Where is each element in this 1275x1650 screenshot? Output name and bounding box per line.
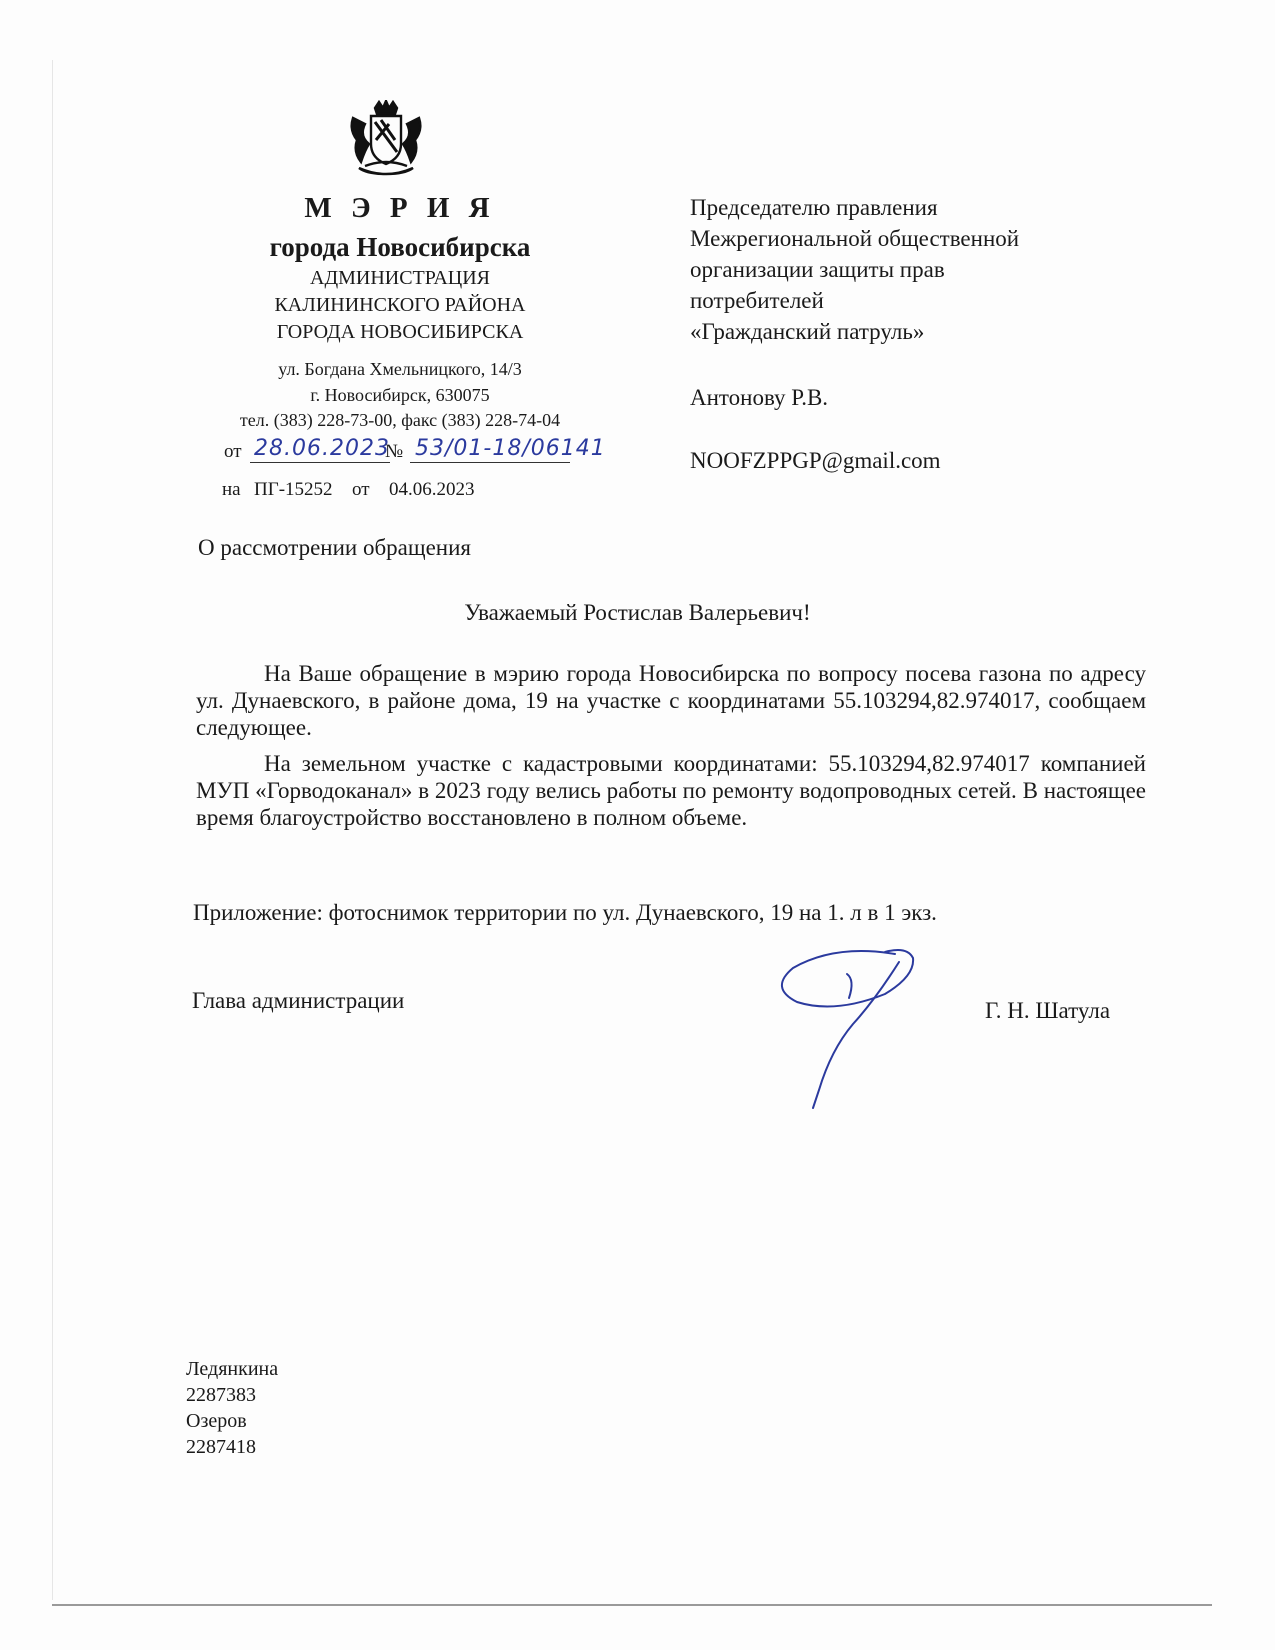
address-line: ул. Богдана Хмельницкого, 14/3 — [278, 359, 522, 379]
reg-date-underline — [250, 462, 390, 463]
reply-label: на — [222, 479, 241, 500]
recipient-line: «Гражданский патруль» — [690, 319, 925, 344]
attachment-note: Приложение: фотоснимок территории по ул. Дунаевского, 19 на 1. л в 1 экз. — [193, 900, 937, 925]
administration-line: КАЛИНИНСКОГО РАЙОНА — [274, 294, 526, 316]
city-title: города Новосибирска — [269, 232, 531, 262]
letter-subject: О рассмотрении обращения — [198, 535, 471, 560]
executor-name: Ледянкина — [186, 1358, 279, 1380]
reply-from-label: от — [352, 479, 370, 500]
recipient-line: Председателю правления — [690, 195, 938, 220]
recipient-name: Антонову Р.В. — [690, 385, 829, 410]
reg-number-label: № — [385, 441, 404, 462]
administration-line: ГОРОДА НОВОСИБИРСКА — [276, 321, 524, 343]
recipient-line: потребителей — [690, 288, 824, 313]
phone-fax-line: тел. (383) 228-73-00, факс (383) 228-74-04 — [239, 410, 561, 430]
signatory-name: Г. Н. Шатула — [985, 998, 1111, 1023]
reply-number: ПГ-15252 — [254, 479, 333, 500]
recipient-email: NOOFZPPGP@gmail.com — [690, 448, 941, 473]
coat-of-arms-icon — [345, 100, 427, 182]
greeting: Уважаемый Ростислав Валерьевич! — [464, 600, 811, 625]
reg-date: 28.06.2023 — [254, 436, 390, 461]
recipient-block — [690, 192, 1019, 347]
reg-number: 53/01-18/06141 — [415, 436, 606, 461]
reply-date: 04.06.2023 — [389, 479, 475, 500]
scan-edge — [52, 60, 53, 1600]
address-line: г. Новосибирск, 630075 — [310, 385, 490, 405]
handwritten-signature — [775, 940, 945, 1110]
scan-edge-bottom — [52, 1604, 1212, 1606]
executor-phone: 2287418 — [186, 1436, 256, 1458]
recipient-line: Межрегиональной общественной — [690, 226, 1020, 251]
reg-from-label: от — [224, 441, 242, 462]
mayor-office-title: М Э Р И Я — [304, 192, 496, 224]
body-paragraph: На земельном участке с кадастровыми координатами: 55.103294,82.974017 компанией МУП «Горводоканал» в 2023 году велись работы по ремонту водопроводных сетей. В настоящее время благоустройство восстановлено в полном объеме. — [196, 751, 1146, 830]
reg-number-underline — [410, 462, 570, 463]
body-paragraph: На Ваше обращение в мэрию города Новосибирска по вопросу посева газона по адресу ул. Дунаевского, в районе дома, 19 на участке с координатами 55.103294,82.974017, сообщаем следующее. — [196, 661, 1146, 740]
signatory-role: Глава администрации — [192, 988, 405, 1013]
executor-phone: 2287383 — [186, 1384, 256, 1406]
executors-block — [186, 1356, 278, 1460]
recipient-line: организации защиты прав — [690, 257, 945, 282]
administration-line: АДМИНИСТРАЦИЯ — [310, 267, 490, 289]
executor-name: Озеров — [186, 1410, 247, 1432]
